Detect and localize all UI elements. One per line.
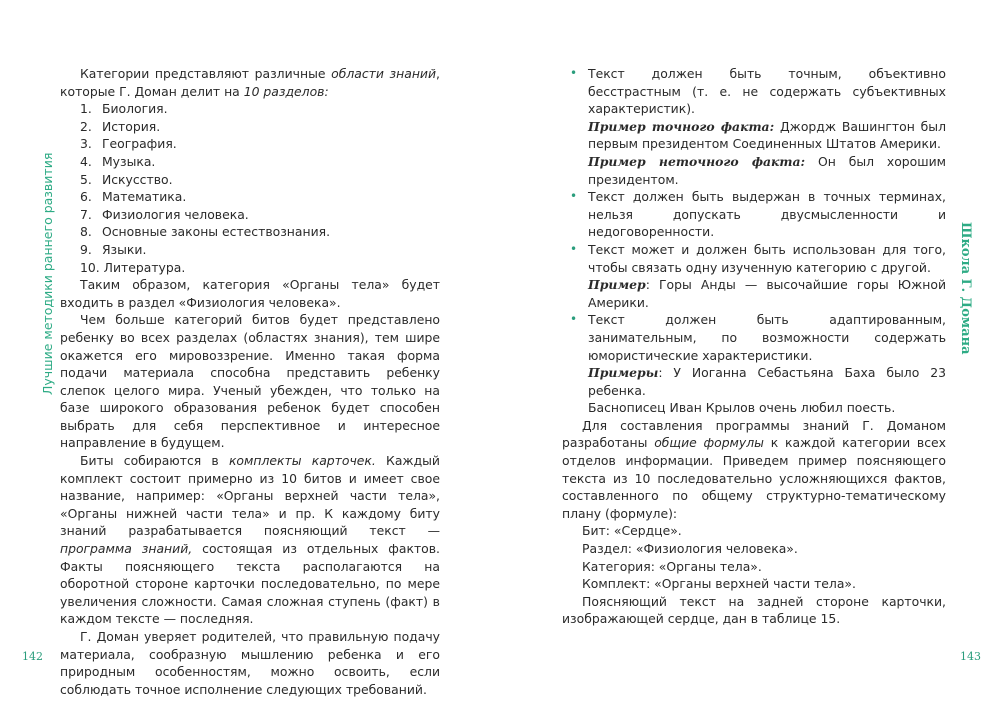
list-item (60, 171, 440, 189)
list-item (60, 135, 440, 153)
list-item (60, 259, 440, 277)
right-page-body (562, 65, 946, 628)
list-item (60, 153, 440, 171)
formula-line: Категория: «Органы тела». (582, 558, 762, 574)
example-label: Примеры (588, 365, 659, 381)
right-page (500, 0, 1000, 720)
page-number-right: 143 (960, 650, 981, 663)
list-label: Музыка. (101, 153, 156, 169)
emphasis: общие формулы (654, 435, 764, 451)
bullet-icon: • (570, 189, 578, 204)
bullet-icon: • (570, 241, 578, 256)
bullet-icon: • (570, 66, 578, 80)
list-number: 10. (80, 259, 100, 275)
list-number: 5. (80, 171, 92, 187)
list-label: История. (101, 118, 161, 134)
paragraph-thus: Таким образом, категория «Органы тела» будет входить в раздел «Физиология человека». (60, 277, 440, 310)
list-number: 9. (80, 241, 92, 257)
text-run: состоящая из отдельных фактов. Факты поясняющего текста располагаются на оборотной стороне карточки последовательно, по мере увеличения сложности. Самая сложная ступень (факт) в каждом тексте — последняя. (60, 541, 440, 627)
example: Баснописец Иван Крылов очень любил поесть. (588, 400, 896, 416)
paragraph-bits (60, 452, 440, 628)
requirement-text: Текст должен быть точным, объективно бесстрастным (т. е. не содержать субъективных характеристик). (588, 66, 946, 117)
running-head-left: Лучшие методики раннего развития (40, 152, 55, 395)
example-label: Пример (588, 277, 646, 293)
list-number: 4. (80, 153, 92, 169)
list-item (60, 100, 440, 118)
text-run: Категории представляют различные (80, 66, 332, 81)
emphasis: программа знаний, (60, 541, 193, 557)
paragraph-table-ref: Поясняющий текст на задней стороне карточки, изображающей сердце, дан в таблице 15. (562, 593, 946, 627)
requirement-text: Текст должен быть выдержан в точных терминах, нельзя допускать двусмысленности и недоговоренности. (588, 189, 946, 240)
list-item (60, 118, 440, 136)
paragraph-program (562, 417, 946, 523)
formula-line: Раздел: «Физиология человека». (582, 541, 798, 557)
example-text: Он был хорошим президентом. (588, 153, 946, 187)
running-head-right: Школа Г. Домана (958, 222, 973, 355)
sections-list (60, 100, 440, 276)
list-number: 6. (80, 189, 92, 205)
list-item (60, 223, 440, 241)
paragraph-doman: Г. Доман уверяет родителей, что правильную подачу материала, сообразную мышлению ребенка и его природным особенностям, можно освоить, если соблюдать точное исполнение следующих требований. (60, 629, 440, 697)
example-label: Пример неточного факта: (588, 153, 806, 169)
emphasis: области знаний (331, 66, 437, 81)
intro-paragraph (60, 65, 440, 100)
example (588, 118, 946, 153)
list-label: Основные законы естествознания. (101, 224, 331, 240)
requirement-text: Текст должен быть адаптированным, занимательным, по возможности содержать юмористические характеристики. (588, 312, 946, 363)
text-run: Биты собираются в (80, 453, 229, 469)
list-label: Языки. (101, 241, 147, 257)
list-label: Искусство. (101, 171, 173, 187)
list-item (60, 206, 440, 224)
list-item (60, 241, 440, 259)
example-text: : Горы Анды — высочайшие горы Южной Америки. (588, 277, 946, 310)
emphasis: 10 разделов: (243, 83, 329, 99)
example (588, 276, 946, 311)
page-number-left: 142 (22, 650, 43, 663)
list-item (60, 188, 440, 206)
emphasis: комплекты карточек. (228, 453, 376, 469)
text-run: Каждый комплект состоит примерно из 10 битов и имеет свое название, например: «Органы верхней части тела», «Органы нижней части тела» и пр. К каждому биту знаний разрабатывается поясняющий текст — (60, 453, 440, 539)
list-label: Физиология человека. (101, 206, 249, 222)
requirement-item (570, 188, 946, 241)
formula-line: Бит: «Сердце». (582, 523, 682, 539)
requirement-text: Текст может и должен быть использован для того, чтобы связать одну изученную категорию с другой. (588, 241, 946, 275)
list-number: 3. (80, 136, 92, 152)
example-text: : У Иоганна Себастьяна Баха было 23 ребенка. (588, 365, 946, 398)
list-number: 1. (80, 101, 92, 117)
list-label: География. (101, 136, 177, 152)
left-page-body (60, 65, 440, 698)
example-label: Пример точного факта: (588, 118, 775, 134)
text-run: Для составления программы знаний Г. Доманом разработаны (562, 417, 946, 451)
paragraph-more-categories: Чем больше категорий битов будет представлено ребенку во всех разделах (областях знания), тем шире окажется его мировоззрение. Именно такая форма подачи материала способна представить ребенку слепок целого мира. Ученый убежден, что только на базе широкого образования ребенок будет способен выбрать для себя перспективное и интересное направление в будущем. (60, 312, 440, 451)
list-number: 7. (80, 206, 92, 222)
formula-list (562, 522, 946, 592)
list-number: 2. (80, 118, 92, 134)
example-text: Джордж Вашингтон был первым президентом Соединенных Штатов Америки. (588, 118, 946, 152)
formula-line: Комплект: «Органы верхней части тела». (582, 576, 856, 592)
requirement-item (570, 65, 946, 188)
example (588, 153, 946, 188)
list-label: Математика. (101, 189, 187, 205)
list-number: 8. (80, 224, 92, 240)
list-label: Биология. (101, 101, 168, 117)
list-label: Литература. (103, 259, 186, 275)
example (588, 364, 946, 399)
text-run: к каждой категории всех отделов информации. Приведем пример поясняющего текста из 10 последовательно усложняющихся фактов, составленного по общему структурно-тематическому плану (формуле): (562, 435, 946, 521)
requirement-item (570, 311, 946, 417)
requirement-item (570, 241, 946, 311)
text-run: , которые Г. Доман делит на (60, 66, 440, 99)
bullet-icon: • (570, 312, 578, 327)
